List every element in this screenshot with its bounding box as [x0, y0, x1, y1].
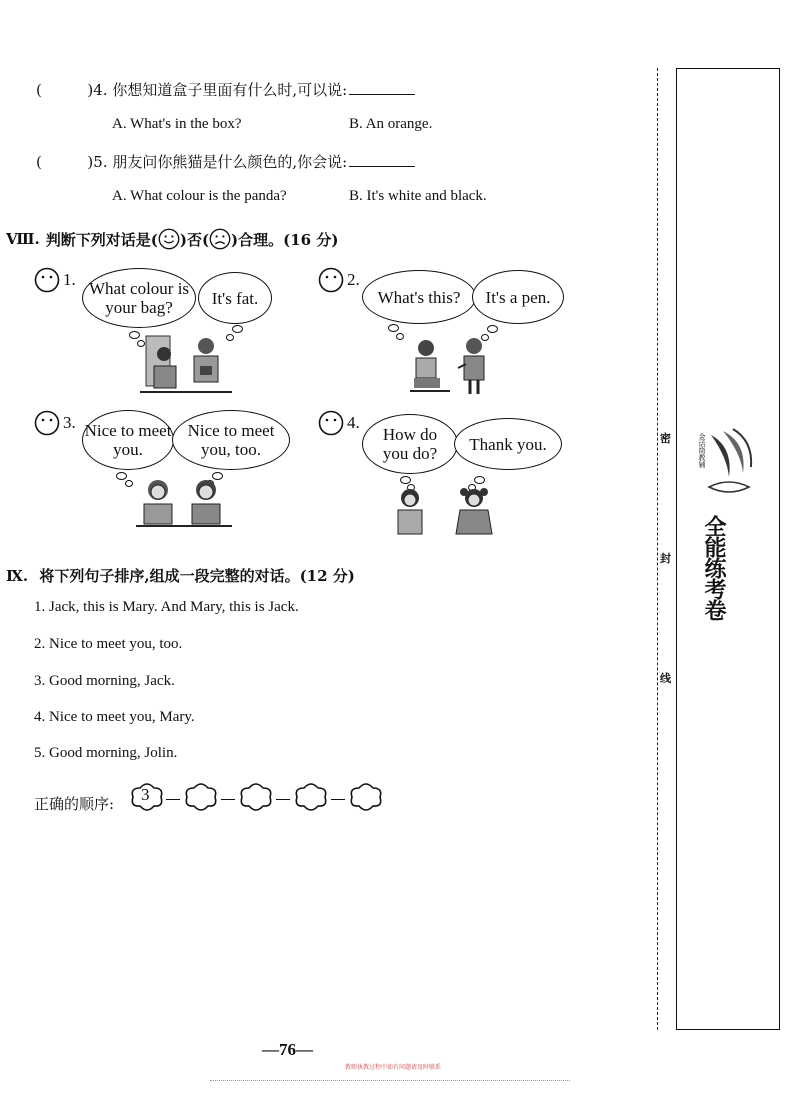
order-dash	[166, 799, 180, 800]
thought-dot	[232, 325, 243, 333]
sentence-item: 5. Good morning, Jolin.	[34, 745, 178, 761]
sentence-item: 1. Jack, this is Mary. And Mary, this is Jack.	[34, 599, 299, 615]
thought-dot	[125, 480, 133, 487]
thought-dot	[487, 325, 498, 333]
children-illustration	[140, 330, 232, 396]
bubble-text: Thank you.	[469, 434, 547, 454]
smiley-face-icon	[158, 228, 180, 250]
sentence-item: 3. Good morning, Jack.	[34, 673, 175, 689]
bubble-text: It's a pen.	[485, 287, 551, 307]
speech-bubble-right	[472, 270, 564, 324]
answer-face-icon[interactable]	[318, 267, 344, 293]
question-4	[36, 79, 415, 100]
footer-note: 教师执教过程中如有问题请及时联系	[345, 1064, 442, 1071]
question-text: 朋友问你熊猫是什么颜色的,你会说:	[112, 153, 348, 171]
speech-bubble-left	[362, 270, 476, 324]
item-number: 3.	[63, 413, 76, 432]
thought-dot	[400, 476, 411, 484]
thought-dot	[116, 472, 127, 480]
brand-logo	[703, 427, 755, 507]
section-8-heading	[6, 228, 338, 250]
speech-bubble-left	[362, 414, 458, 474]
instruction-part: 判断下列对话是(	[45, 230, 158, 249]
option-a: A. What's in the box?	[112, 116, 242, 132]
flower-frame-icon	[349, 782, 383, 812]
order-dash	[331, 799, 345, 800]
instruction-part: )合理。(16 分)	[231, 230, 339, 249]
instruction-text: 将下列句子排序,组成一段完整的对话。(12 分)	[39, 567, 355, 585]
answer-blank[interactable]	[349, 80, 415, 95]
brand-title: 全能练考卷	[701, 515, 727, 620]
order-slot[interactable]	[130, 782, 164, 812]
flower-frame-icon	[294, 782, 328, 812]
question-number: )4.	[87, 81, 108, 99]
answer-blank[interactable]	[349, 152, 415, 167]
speech-bubble-right	[198, 272, 272, 324]
bubble-text: How do you do?	[382, 425, 438, 463]
children-illustration	[392, 486, 502, 538]
speech-bubble-right	[172, 410, 290, 470]
option-b: B. An orange.	[349, 116, 433, 132]
thought-dot	[396, 333, 404, 340]
sentence-item: 4. Nice to meet you, Mary.	[34, 709, 195, 725]
bubble-text: What colour is your bag?	[88, 279, 190, 317]
answer-face-icon[interactable]	[34, 267, 60, 293]
order-slot[interactable]	[239, 782, 273, 812]
binding-mark: 线	[660, 672, 671, 685]
order-answer: 3	[141, 785, 150, 804]
binding-mark: 密	[660, 432, 671, 445]
speech-bubble-left	[82, 268, 196, 328]
order-label: 正确的顺序:	[34, 795, 115, 813]
question-5	[36, 151, 415, 172]
sad-face-icon	[209, 228, 231, 250]
item-number: 2.	[347, 270, 360, 289]
instruction-part: )否(	[179, 230, 210, 249]
sentence-item: 2. Nice to meet you, too.	[34, 636, 183, 652]
bubble-text: Nice to meet you.	[84, 421, 172, 459]
side-brand-box	[676, 68, 780, 1030]
item-number: 4.	[347, 413, 360, 432]
answer-face-icon[interactable]	[34, 410, 60, 436]
question-number: )5.	[87, 153, 108, 171]
order-dash	[221, 799, 235, 800]
flower-frame-icon	[184, 782, 218, 812]
section-number: Ⅷ.	[6, 230, 40, 248]
bubble-text: It's fat.	[211, 288, 259, 308]
question-text: 你想知道盒子里面有什么时,可以说:	[112, 81, 348, 99]
order-slot[interactable]	[184, 782, 218, 812]
speech-bubble-right	[454, 418, 562, 470]
speech-bubble-left	[82, 410, 174, 470]
item-number: 1.	[63, 270, 76, 289]
bubble-text: Nice to meet you, too.	[187, 421, 275, 459]
page-number: —76—	[262, 1040, 313, 1059]
section-9-heading	[6, 565, 355, 586]
option-a: A. What colour is the panda?	[112, 188, 287, 204]
answer-paren-open: (	[36, 81, 42, 99]
order-slot[interactable]	[349, 782, 383, 812]
thought-dot	[474, 476, 485, 484]
binding-dashed-line	[657, 68, 658, 1030]
order-dash	[276, 799, 290, 800]
children-illustration	[136, 476, 232, 532]
order-slot[interactable]	[294, 782, 328, 812]
thought-dot	[129, 331, 140, 339]
binding-mark: 封	[660, 552, 671, 565]
thought-dot	[388, 324, 399, 332]
flower-frame-icon	[239, 782, 273, 812]
brand-small-text: 金话筒教辅	[698, 433, 706, 468]
scan-artifact	[210, 1080, 570, 1083]
children-illustration	[410, 336, 500, 396]
bubble-text: What's this?	[377, 287, 461, 307]
option-b: B. It's white and black.	[349, 188, 487, 204]
section-number: Ⅸ.	[6, 567, 29, 585]
answer-face-icon[interactable]	[318, 410, 344, 436]
answer-paren-open: (	[36, 153, 42, 171]
